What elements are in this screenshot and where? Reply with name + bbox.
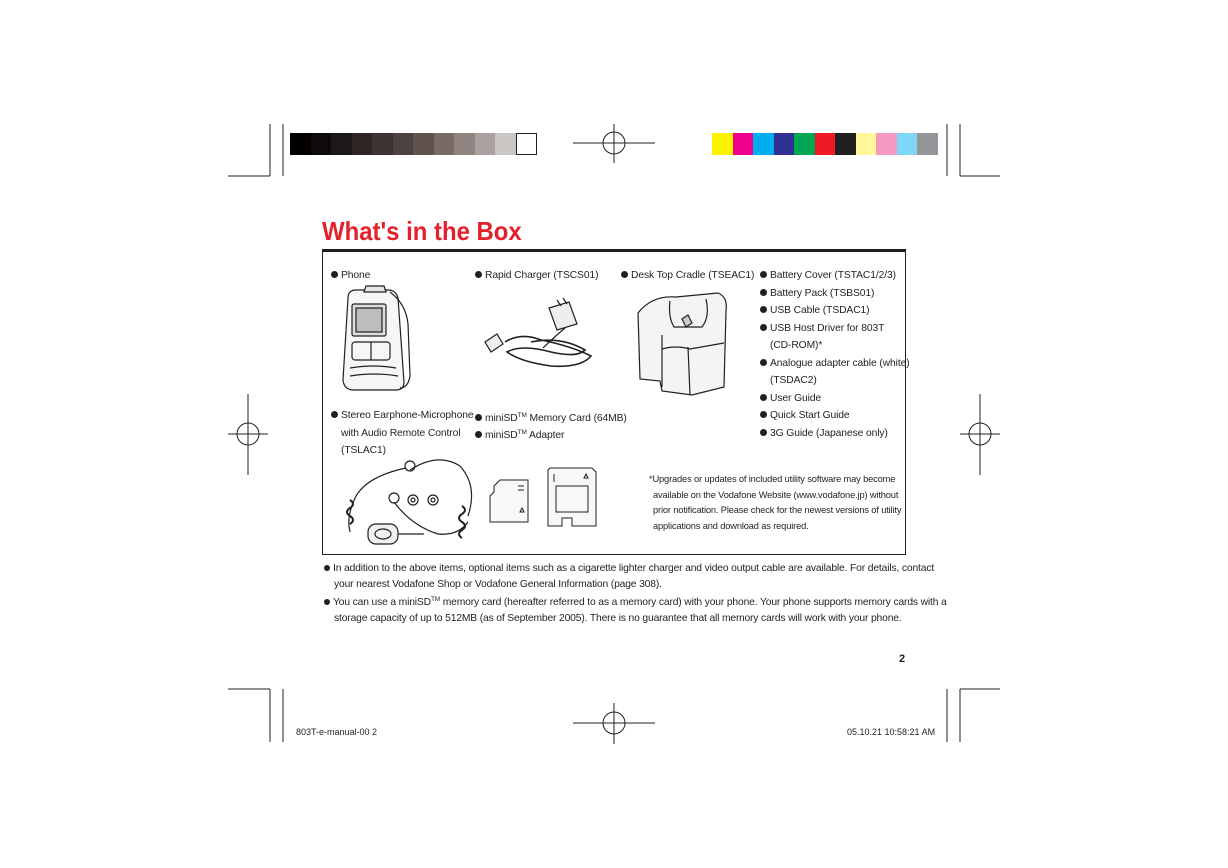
color-swatch bbox=[753, 133, 774, 155]
color-swatch bbox=[372, 133, 393, 155]
list-item: User Guide bbox=[760, 390, 910, 408]
software-note: *Upgrades or updates of included utility software may become available on the Vodafone Website (www.vodafone.jp) without prior notification. Please check for the newest versions of utility applications and download as required. bbox=[649, 474, 902, 531]
registration-mark-top bbox=[573, 124, 655, 163]
bullet-icon bbox=[760, 271, 767, 278]
bullet-icon bbox=[331, 411, 338, 418]
bullet-note: You can use a miniSD™ memory card (hereafter referred to as a memory card) with your phone. Your phone supports memory cards with a bbox=[324, 592, 947, 611]
color-swatch bbox=[835, 133, 856, 155]
bullet-icon bbox=[760, 306, 767, 313]
bullet-icon bbox=[475, 271, 482, 278]
list-item: Quick Start Guide bbox=[760, 407, 910, 425]
color-swatch bbox=[495, 133, 516, 155]
color-swatch bbox=[774, 133, 795, 155]
color-swatch bbox=[454, 133, 475, 155]
color-swatch bbox=[290, 133, 311, 155]
phone-illustration bbox=[338, 284, 412, 396]
notes-bullets bbox=[324, 561, 947, 626]
registration-mark-left bbox=[228, 394, 268, 475]
footer-filename: 803T-e-manual-00 2 bbox=[296, 727, 378, 737]
item-earphone: Stereo Earphone-Microphone with Audio Remote Control (TSLAC1) bbox=[331, 407, 474, 460]
registration-mark-right bbox=[960, 394, 1000, 475]
bullet-icon bbox=[331, 271, 338, 278]
list-item: 3G Guide (Japanese only) bbox=[760, 425, 910, 443]
charger-illustration bbox=[481, 296, 595, 376]
bullet-note-continuation: storage capacity of up to 512MB (as of September 2005). There is no guarantee that all memory cards will work with your phone. bbox=[334, 612, 902, 624]
item-minisd-card: miniSD™ Memory Card (64MB) bbox=[475, 407, 627, 428]
page-number: 2 bbox=[899, 653, 906, 665]
color-swatch bbox=[897, 133, 918, 155]
bullet-icon bbox=[760, 324, 767, 331]
bullet-icon bbox=[760, 394, 767, 401]
bullet-icon bbox=[760, 359, 767, 366]
color-swatch bbox=[331, 133, 352, 155]
color-swatch bbox=[475, 133, 496, 155]
color-swatch bbox=[393, 133, 414, 155]
page-title: What's in the Box bbox=[322, 216, 522, 246]
color-swatch bbox=[917, 133, 938, 155]
color-swatch bbox=[352, 133, 373, 155]
color-swatch bbox=[815, 133, 836, 155]
list-item: Analogue adapter cable (white) bbox=[760, 355, 910, 373]
accessory-list bbox=[760, 267, 910, 442]
color-swatch bbox=[516, 133, 537, 155]
list-item: USB Host Driver for 803T bbox=[760, 320, 910, 338]
list-item-continuation: (CD-ROM)* bbox=[770, 340, 823, 351]
list-item-continuation: (TSDAC2) bbox=[770, 375, 817, 386]
bullet-icon bbox=[324, 599, 330, 605]
color-swatch bbox=[413, 133, 434, 155]
earphone-illustration bbox=[338, 456, 488, 548]
list-item: Battery Cover (TSTAC1/2/3) bbox=[760, 267, 910, 285]
bullet-icon bbox=[621, 271, 628, 278]
registration-mark-bottom bbox=[573, 703, 655, 744]
item-minisd-adapter: miniSD™ Adapter bbox=[475, 424, 564, 445]
list-item: Battery Pack (TSBS01) bbox=[760, 285, 910, 303]
bullet-note-continuation: your nearest Vodafone Shop or Vodafone General Information (page 308). bbox=[334, 578, 662, 590]
color-swatch bbox=[712, 133, 733, 155]
list-item: USB Cable (TSDAC1) bbox=[760, 302, 910, 320]
color-swatch bbox=[856, 133, 877, 155]
bullet-note: In addition to the above items, optional items such as a cigarette lighter charger and video output cable are available. For details, contact bbox=[324, 561, 947, 577]
minisd-illustration bbox=[488, 464, 608, 530]
color-swatch bbox=[311, 133, 332, 155]
item-desk-cradle: Desk Top Cradle (TSEAC1) bbox=[621, 267, 754, 285]
color-swatch bbox=[876, 133, 897, 155]
color-swatch bbox=[434, 133, 455, 155]
bullet-icon bbox=[760, 289, 767, 296]
bullet-icon bbox=[760, 429, 767, 436]
color-swatch bbox=[733, 133, 754, 155]
bullet-icon bbox=[324, 565, 330, 571]
cradle-illustration bbox=[632, 287, 732, 399]
color-swatch bbox=[794, 133, 815, 155]
bullet-icon bbox=[475, 414, 482, 421]
item-rapid-charger: Rapid Charger (TSCS01) bbox=[475, 267, 598, 285]
footer-timestamp: 05.10.21 10:58:21 AM bbox=[847, 727, 936, 737]
bullet-icon bbox=[475, 431, 482, 438]
item-phone: Phone bbox=[331, 267, 370, 285]
bullet-icon bbox=[760, 411, 767, 418]
